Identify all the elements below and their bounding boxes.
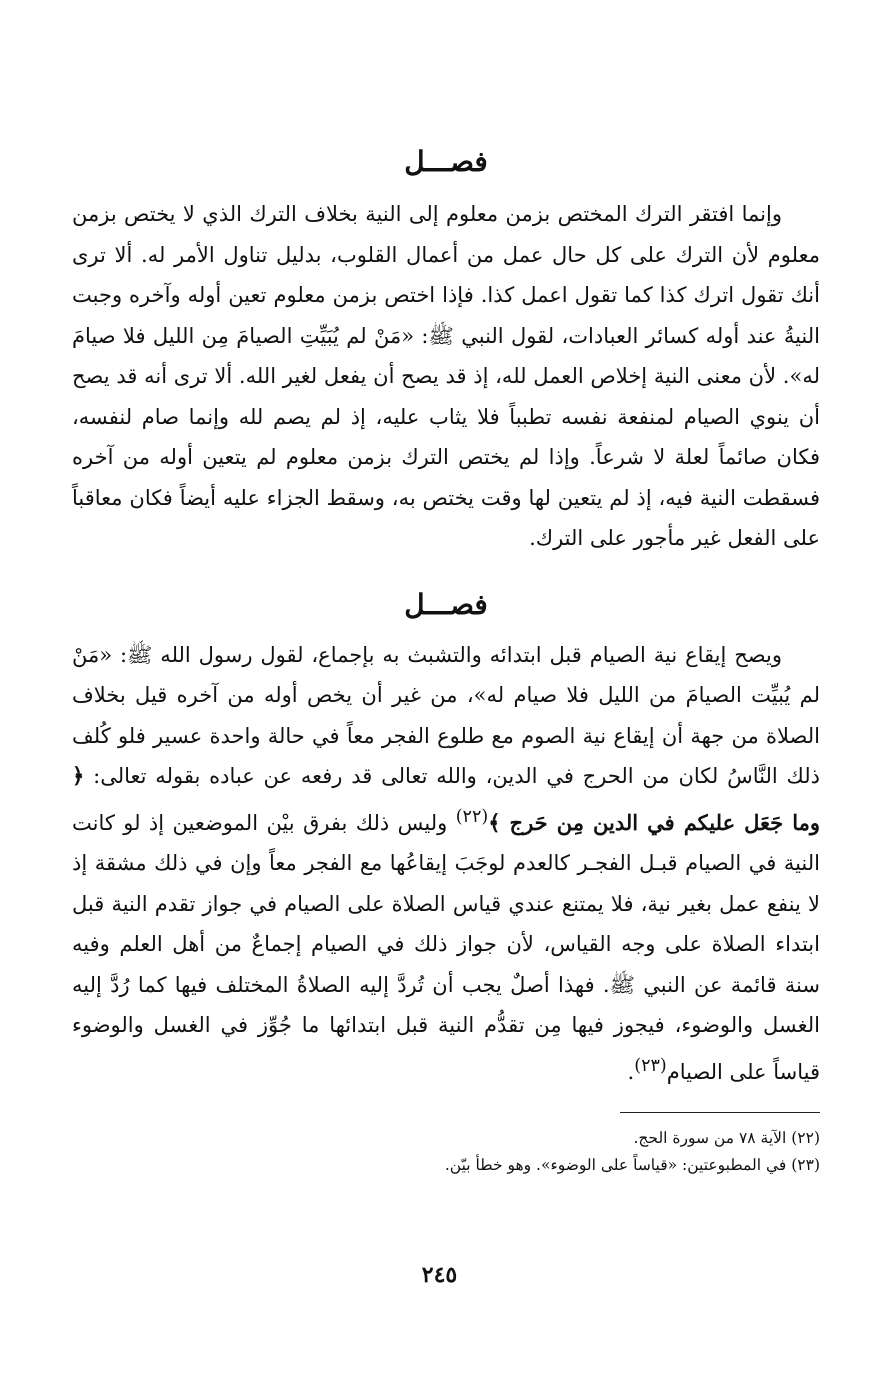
section-2-paragraph: ويصح إيقاع نية الصيام قبل ابتدائه والتشبث به بإجماع، لقول رسول الله ﷺ: «مَنْ لم يُبيِّت الصيامَ من الليل فلا صيام له»، من غير أن يخص أوله من آخره قيل بخلاف الصلاة من جهة أن إيقاع نية الصوم مع طلوع الفجر معاً في حالة واحدة عسير فلو كُلف ذلك النَّاسُ لكان من الحرج في الدين، والله تعالى قد رفعه عن عباده بقوله تعالى: ﴿ وما جَعَل عليكم في الدين مِن حَرج ﴾$^{(٢٢)}$ وليس ذلك بفرق بيْن الموضعين إذ لو كانت النية في الصيام قبـل الفجـر كالعدم لوجَبَ إيقاعُها مع الفجر معاً وإن في ذلك مشقة إذ لا ينفع عمل بغير نية، فلا يمتنع عندي قياس الصلاة على الصيام في جواز تقدم النية قبل ابتداء الصلاة على وجه القياس، لأن جواز ذلك في الصيام إجماعٌ من أهل العلم وفيه سنة قائمة عن النبي ﷺ. فهذا أصلٌ يجب أن تُردَّ إليه الصلاةُ المختلف فيها كما رُدَّ إليه الغسل والوضوء، فيجوز فيها مِن تقدُّم النية قبل ابتدائها ما جُوِّز في الغسل والوضوء قياساً على الصيام$^{(٢٣)}$. bbox=[72, 642, 820, 1084]
page-number: ٢٤٥ bbox=[421, 1262, 458, 1288]
footnote-reference: (٢٢) bbox=[455, 806, 489, 827]
footnote-reference: (٢٣) bbox=[634, 1055, 667, 1076]
paragraph-text: وليس ذلك بفرق بيْن الموضعين إذ لو كانت النية في الصيام قبـل الفجـر كالعدم لوجَبَ إيقاعُها مع الفجر معاً وإن في ذلك مشقة إذ لا ينفع عمل بغير نية، فلا يمتنع عندي قياس الصلاة على الصيام في جواز تقدم النية قبل ابتداء الصلاة على وجه القياس، لأن جواز ذلك في الصيام إجماعٌ من أهل العلم وفيه سنة قائمة عن النبي ﷺ. فهذا أصلٌ يجب أن تُردَّ إليه الصلاةُ المختلف فيها كما رُدَّ إليه الغسل والوضوء، فيجوز فيها مِن تقدُّم النية قبل ابتدائها ما جُوِّز في الغسل والوضوء قياساً على الصيام bbox=[72, 810, 820, 1084]
section-title: فصـــل bbox=[404, 587, 488, 621]
footnote-23: (٢٣) في المطبوعتين: «قياساً على الوضوء». وهو خطأ بيّن. bbox=[444, 1156, 820, 1174]
footnote-divider bbox=[620, 1112, 820, 1113]
quran-verse: ﴿ وما جَعَل عليكم في الدين مِن حَرج ﴾ bbox=[72, 763, 820, 835]
footnotes bbox=[72, 1125, 820, 1179]
footnote-22: (٢٢) الآية ٧٨ من سورة الحج. bbox=[633, 1129, 820, 1147]
section-title: فصـــل bbox=[404, 145, 488, 178]
page-content bbox=[72, 138, 820, 1179]
section-1-paragraph: وإنما افتقر الترك المختص بزمن معلوم إلى النية بخلاف الترك الذي لا يختص بزمن معلوم لأن الترك على كل حال عمل من أعمال القلوب، بدليل تناول الأمر له. ألا ترى أنك تقول اترك كذا كما تقول اعمل كذا. فإذا اختص بزمن معلوم تعين أوله وآخره وجبت النيةُ عند أوله كسائر العبادات، لقول النبي ﷺ: «مَنْ لم يُبَيِّتِ الصيامَ مِن الليل فلا صيامَ له». لأن معنى النية إخلاص العمل لله، إذ قد يصح أن يفعل لغير الله. ألا ترى أنه قد يصح أن ينوي الصيام لمنفعة نفسه تطبباً فلا يثاب عليه، إذ لم يصم لله وإنما صام لنفسه، فكان صائماً لعلة لا شرعاً. وإذا لم يختص الترك بزمن معلوم لم يتعين أوله من آخره فسقطت النية فيه، إذ لم يتعين لها وقت يختص به، وسقط الجزاء عليه أيضاً فكان معاقباً على الفعل غير مأجور على الترك. bbox=[72, 202, 820, 550]
paragraph-text: ويصح إيقاع نية الصيام قبل ابتدائه والتشبث به بإجماع، لقول رسول الله ﷺ: «مَنْ لم يُبيِّت الصيامَ من الليل فلا صيام له»، من غير أن يخص أوله من آخره قيل بخلاف الصلاة من جهة أن إيقاع نية الصوم مع طلوع الفجر معاً في حالة واحدة عسير فلو كُلف ذلك النَّاسُ لكان من الحرج في الدين، والله تعالى قد رفعه عن عباده بقوله تعالى: bbox=[72, 642, 820, 788]
